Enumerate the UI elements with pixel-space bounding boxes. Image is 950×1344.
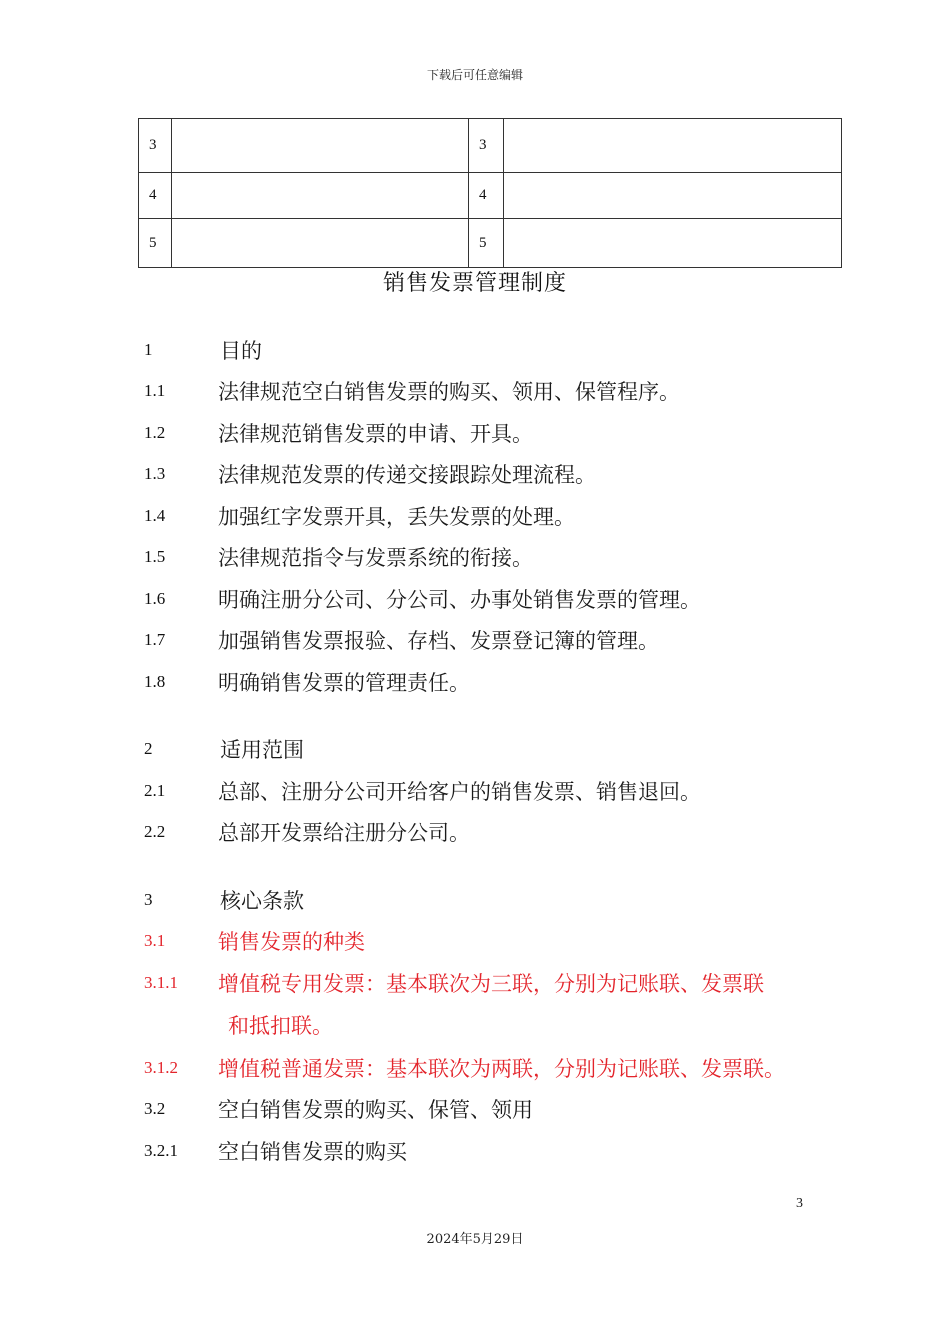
table-cell-num: 5 (469, 219, 504, 268)
section-text: 法律规范销售发票的申请、开具。 (218, 422, 533, 446)
section-heading (144, 734, 844, 764)
table-cell-num: 3 (469, 119, 504, 173)
table-cell (504, 119, 842, 173)
section-heading (144, 885, 844, 915)
section-item (144, 776, 844, 806)
section-item (144, 625, 844, 655)
section-item-highlighted (144, 1053, 844, 1083)
section-number: 1 (144, 340, 153, 359)
section-text: 法律规范空白销售发票的购买、领用、保管程序。 (218, 380, 680, 404)
section-text: 核心条款 (220, 889, 304, 913)
table-row (139, 173, 842, 219)
table-cell (172, 173, 469, 219)
section-text: 加强销售发票报验、存档、发票登记簿的管理。 (218, 629, 659, 653)
table-row (139, 119, 842, 173)
section-item (144, 817, 844, 847)
section-item-highlighted (144, 968, 844, 998)
section-number: 1.5 (144, 547, 166, 566)
section-text: 目的 (220, 339, 262, 363)
section-number: 2.2 (144, 822, 166, 841)
section-number: 3.2.1 (144, 1141, 178, 1160)
section-text: 增值税专用发票：基本联次为三联，分别为记账联、发票联 (218, 972, 764, 996)
table-cell (504, 173, 842, 219)
section-number: 3 (144, 890, 153, 909)
table-cell-num: 4 (139, 173, 172, 219)
section-text: 销售发票的种类 (218, 930, 365, 954)
section-number: 2 (144, 739, 153, 758)
section-item (144, 459, 844, 489)
section-item (144, 542, 844, 572)
section-number: 3.1.2 (144, 1058, 178, 1077)
section-text: 法律规范发票的传递交接跟踪处理流程。 (218, 463, 596, 487)
section-number: 3.1 (144, 931, 166, 950)
section-item-highlighted (144, 926, 844, 956)
numbered-table (138, 118, 842, 268)
table-cell-num: 4 (469, 173, 504, 219)
section-text: 适用范围 (220, 738, 304, 762)
section-text: 总部、注册分公司开给客户的销售发票、销售退回。 (218, 780, 701, 804)
section-item (144, 1136, 844, 1166)
table-cell-num: 3 (139, 119, 172, 173)
table-row (139, 219, 842, 268)
section-item (144, 584, 844, 614)
section-number: 1.2 (144, 423, 166, 442)
section-number: 1.8 (144, 672, 166, 691)
section-number: 2.1 (144, 781, 166, 800)
section-number: 3.1.1 (144, 973, 178, 992)
footer-date: 2024年5月29日 (426, 1232, 524, 1247)
section-number: 1.7 (144, 630, 166, 649)
header-note: 下载后可任意编辑 (426, 68, 523, 82)
section-text: 明确注册分公司、分公司、办事处销售发票的管理。 (218, 588, 701, 612)
table-cell (504, 219, 842, 268)
section-number: 3.2 (144, 1099, 166, 1118)
section-item (144, 376, 844, 406)
document-title: 销售发票管理制度 (382, 271, 567, 296)
section-text: 空白销售发票的购买 (218, 1140, 407, 1164)
section-item (144, 501, 844, 531)
section-text: 明确销售发票的管理责任。 (218, 671, 470, 695)
section-number: 1.4 (144, 506, 166, 525)
section-text: 加强红字发票开具，丢失发票的处理。 (218, 505, 575, 529)
section-text: 法律规范指令与发票系统的衔接。 (218, 546, 533, 570)
table-cell-num: 5 (139, 219, 172, 268)
section-item (144, 1094, 844, 1124)
section-text: 空白销售发票的购买、保管、领用 (218, 1098, 533, 1122)
section-text: 和抵扣联。 (228, 1014, 333, 1038)
section-text: 增值税普通发票：基本联次为两联，分别为记账联、发票联。 (218, 1057, 785, 1081)
section-item (144, 667, 844, 697)
section-number: 1.1 (144, 381, 166, 400)
page-number: 3 (796, 1196, 803, 1211)
section-text: 总部开发票给注册分公司。 (218, 821, 470, 845)
section-item-continuation (144, 1010, 844, 1040)
table-cell (172, 219, 469, 268)
section-number: 1.3 (144, 464, 166, 483)
section-number: 1.6 (144, 589, 166, 608)
section-heading (144, 335, 844, 365)
table-cell (172, 119, 469, 173)
section-item (144, 418, 844, 448)
